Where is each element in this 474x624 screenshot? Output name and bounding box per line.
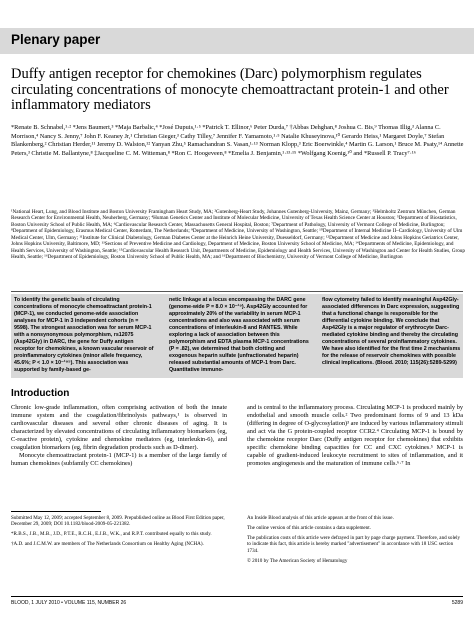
intro-paragraph: Monocyte chemoattractant protein-1 (MCP-1) is a member of the large family of human chemokines (subfamily CC chemokines): [11, 451, 227, 467]
footnote: *R.B.S., J.B., M.B., J.D., P.T.E., R.C.H., E.J.B., W.K., and R.P.T. contributed equally to this study.: [11, 531, 212, 538]
page-number: 5289: [451, 600, 463, 606]
affiliations: ¹National Heart, Lung, and Blood Institute and Boston University Framingham Heart Study, MA; ²Gutenberg-Heart Study, Johannes Gutenberg-University, Mainz, Germany; ³Helmholtz Zentrum München, German Research Center for Environmental Health, Neuherberg, Germany; ⁴Human Genetics Center and Institute of Molecular Medicine, University of Texas Health Science Center at Houston; ⁵Department of Biostatistics, Boston University School of Public Health, MA; ⁶Cardiovascular Research Center, Massachusetts General Hospital, Boston; ⁷Department of Pathology, University of Vermont College of Medicine, Burlington; ⁸Department of Epidemiology, Erasmus Medical Center, Rotterdam, The Netherlands; ⁹Department of Medicine, University of Washington, Seattle; ¹⁰Department of Internal Medicine II–Cardiology, University of Ulm Medical Center, Ulm, Germany; ¹¹Institute for Clinical Diabetology, German Diabetes Center at the Heinrich Heine University, Duesseldorf, Germany; ¹²Department of Medicine and Johns Hopkins Geriatrics Center, Johns Hopkins University, Baltimore, MD; ¹³Sections of Preventive Medicine and Cardiology, Department of Medicine, Boston University School of Medicine, MA; ¹⁴Departments of Medicine, Epidemiology, and Health Services, University of Washington, Seattle; ¹⁵Cardiovascular Health Research Unit, Departments of Medicine, Epidemiology and Health Services, University of Washington and Center for Health Studies, Group Health, Seattle; ¹⁶Department of Epidemiology, Boston University School of Public Health, MA; and ¹⁶Department of Biochemistry, University of Vermont College of Medicine, Burlington: [11, 209, 465, 261]
abstract-column-2: netic linkage at a locus encompassing the DARC gene (genome-wide P = 8.0 × 10⁻¹⁹). Asp42Gly accounted for approximately 20% of the variability in serum MCP-1 concentrations and also was associated with serum concentrations of interleukin-8 and RANTES. While exploring a lack of association between this polymorphism and EDTA plasma MCP-1 concentrations (P = .82), we determined that both clotting and exogenous heparin sulfate (unfractionated heparin) released substantial amounts of MCP-1 from Darc. Quantitative immuno-: [169, 297, 309, 374]
journal-citation: BLOOD, 1 JULY 2010 • VOLUME 115, NUMBER 26: [11, 600, 127, 606]
footnote: © 2010 by The American Society of Hematology: [247, 557, 348, 564]
footnote-rule: [11, 511, 101, 512]
footnote: An Inside Blood analysis of this article appears at the front of this issue.: [247, 515, 394, 521]
abstract-column-1: To identify the genetic basis of circulating concentrations of monocyte chemoattractant protein-1 (MCP-1), we conducted genome-wide association analyses for MCP-1 in 3 independent cohorts (n = 9598). The strongest association was for serum MCP-1 with a nonsynonymous polymorphism, rs12075 (Asp42Gly) in DARC, the gene for Duffy antigen receptor for chemokines, a known vascular reservoir of proinflammatory cytokines (minor allele frequency, 45.6%; P < 1.0 × 10⁻¹⁹⁵). This association was supported by family-based ge-: [14, 297, 154, 374]
abstract-column-3: flow cytometry failed to identify meaningful Asp42Gly-associated differences in Darc expression, suggesting that a functional change is responsible for the differential cytokine binding. We conclude that Asp42Gly is a major regulator of erythrocyte Darc-mediated cytokine binding and thereby the circulating concentrations of several proinflammatory cytokines. We have also identified for the first time 2 mechanisms for the release of reservoir chemokines with possible clinical implications. (Blood. 2010; 115(26):5289-5299): [322, 297, 461, 367]
section-label: Plenary paper: [11, 32, 101, 47]
intro-right-column: [247, 404, 463, 468]
footnote: The online version of this article contains a data supplement.: [247, 524, 371, 531]
footnote: Submitted May 12, 2009; accepted September 8, 2009. Prepublished online as Blood First Edition paper, December 29, 2009; DOI 10.1182/blood-2009-05-221382.: [11, 515, 225, 528]
footer-rule: [11, 596, 463, 597]
abstract-top-rule: [11, 291, 463, 292]
author-list: *Renate B. Schnabel,¹·² *Jens Baumert,³ *Maja Barbalic,⁴ *José Dupuis,¹·⁵ *Patrick T. Ellinor,⁶ Peter Durda,⁷ †Abbas Dehghan,⁸ Joshua C. Bis,⁹ Thomas Illig,³ Alanna C. Morrison,⁴ Nancy S. Jenny,⁷ John F. Keaney Jr,¹ Christian Gieger,³ Cathy Tilley,⁷ Jennifer F. Yamamoto,¹·⁵ Natalie Khuseyinova,¹⁰ Gerardo Heiss,¹ Margaret Doyle,⁷ Stefan Blankenberg,² Christian Herder,¹¹ Jeremy D. Walston,¹² Yanyan Zhu,⁵ Ramachandran S. Vasan,¹·¹³ Norman Klopp,³ Eric Boerwinkle,⁴ Martin G. Larson,¹ Bruce M. Psaty,¹⁴ Annette Peters,³ Christie M. Ballantyne,⁸ ‡Jacqueline C. M. Witteman,⁸ *Ron C. Hoogeveen,⁸ *Emelia J. Benjamin,¹·¹³·¹⁵ *Wolfgang Koenig,¹⁰ and *Russell P. Tracy⁷·¹⁶: [11, 124, 464, 157]
footnotes-right: [247, 515, 463, 567]
intro-paragraph: and is central to the inflammatory process. Circulating MCP-1 is produced mainly by endothelial and smooth muscle cells.² Two predominant forms of 9 and 13 kDa (differing in degree of O-glycosylation)³ are induced by various inflammatory stimuli and act via the G protein-coupled receptor CCR2.⁴ Circulating MCP-1 is bound by the chemokine receptor Darc (Duffy antigen receptor for chemokines) that exhibits specific chemokine binding capacities for CC and CXC cytokines.⁵ MCP-1 is capable of gradient-induced leukocyte recruitment to sites of inflammation, and it promotes angiogenesis and the maturation of immune cells.⁶·⁷ In: [247, 404, 463, 467]
intro-paragraph: Chronic low-grade inflammation, often comprising activation of both the innate immune system and the coagulation/fibrinolysis pathways,¹ is observed in cardiovascular diseases and several other chronic diseases of aging. It is characterized by elevated concentrations of circulating inflammatory biomarkers (eg, C-reactive protein), cytokine and chemokine mediators (eg, interleukin-6), and coagulation biomarkers (eg, fibrin degradation products such as D-dimer).: [11, 404, 227, 451]
intro-left-column: [11, 404, 227, 468]
section-heading-introduction: Introduction: [11, 388, 70, 399]
footnote: The publication costs of this article were defrayed in part by page charge payment. Therefore, and solely to indicate this fact, this article is hereby marked "advertisement" in accordance with 18 USC section 1734.: [247, 534, 461, 554]
article-title: Duffy antigen receptor for chemokines (Darc) polymorphism regulates circulating concentrations of monocyte chemoattractant protein-1 and other inflammatory mediators: [11, 66, 449, 113]
footnotes-left: [11, 515, 227, 551]
footnote: †A.D. and J.C.M.W. are members of The Netherlands Consortium on Healthy Aging (NCHA).: [11, 541, 204, 548]
